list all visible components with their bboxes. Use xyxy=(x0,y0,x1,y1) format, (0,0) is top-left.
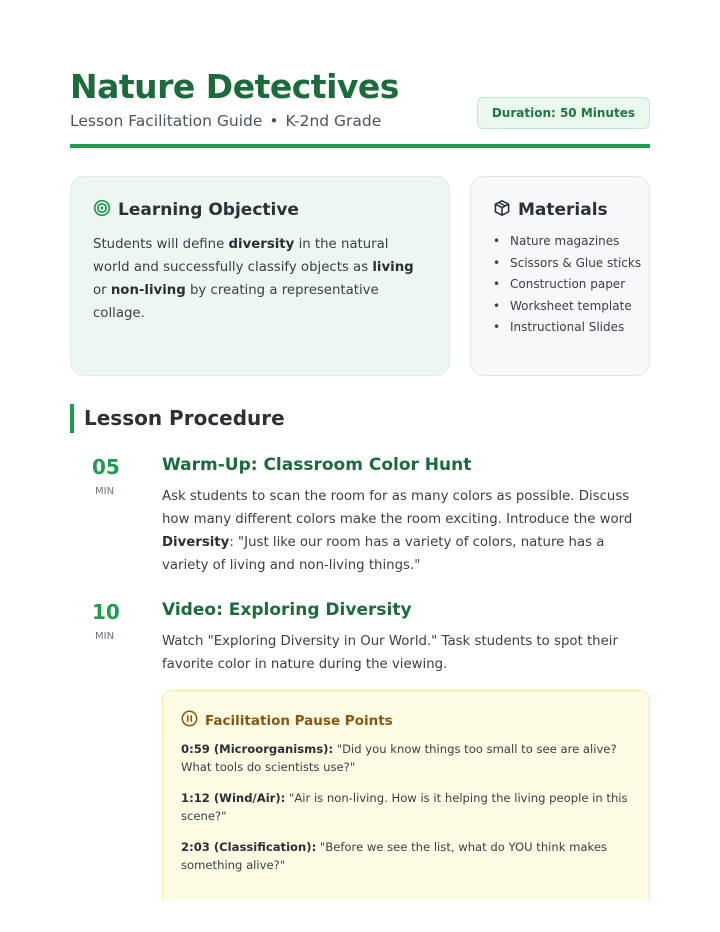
term-diversity: diversity xyxy=(228,237,295,252)
term-diversity: Diversity xyxy=(162,535,230,550)
learning-objective-card xyxy=(70,176,450,376)
list-item: • Worksheet template xyxy=(493,298,643,315)
step-1-title: Warm-Up: Classroom Color Hunt xyxy=(162,455,472,475)
pause-circle-icon xyxy=(181,710,198,731)
materials-title: Materials xyxy=(518,200,608,220)
duration-badge: Duration: 50 Minutes xyxy=(477,97,650,129)
step-unit: MIN xyxy=(95,486,115,497)
materials-card xyxy=(470,176,650,376)
term-non-living: non-living xyxy=(110,283,186,298)
step-2-duration xyxy=(92,600,122,644)
list-item: • Scissors & Glue sticks xyxy=(493,255,643,272)
pause-point-item: 1:12 (Wind/Air): "Air is non-living. How is it helping the living people in this scene?" xyxy=(181,791,628,823)
pause-point-label: 1:12 (Wind/Air): xyxy=(181,791,286,805)
list-item: • Construction paper xyxy=(493,276,643,293)
page-header xyxy=(70,66,650,132)
materials-header xyxy=(493,199,608,221)
pause-point-item: 0:59 (Microorganisms): "Did you know things too small to see are alive? What tools do scientists use?" xyxy=(181,742,617,774)
facilitation-pause-points xyxy=(162,690,650,900)
step-1-text: Ask students to scan the room for as many colors as possible. Discuss how many different colors make the room exciting. Introduce the word Diversity: "Just like our room has a variety of colors, nature has a variety of living and non-living things." xyxy=(162,489,633,573)
step-2-text: Watch "Exploring Diversity in Our World." Task students to spot their favorite color in nature during the viewing. xyxy=(162,634,618,672)
box-icon xyxy=(493,199,511,221)
header-divider xyxy=(70,144,650,148)
pause-point-label: 2:03 (Classification): xyxy=(181,840,317,854)
step-unit: MIN xyxy=(95,631,115,642)
target-icon xyxy=(93,199,111,221)
objective-title: Learning Objective xyxy=(118,200,299,220)
term-living: living xyxy=(372,260,414,275)
section-accent-bar xyxy=(70,404,74,433)
step-minutes: 10 xyxy=(92,600,120,624)
step-1-duration xyxy=(92,455,122,499)
list-item: • Instructional Slides xyxy=(493,319,643,336)
guide-label: Lesson Facilitation Guide xyxy=(70,112,263,130)
materials-list xyxy=(493,233,643,341)
list-item: • Nature magazines xyxy=(493,233,643,250)
lesson-procedure-heading: Lesson Procedure xyxy=(84,406,285,430)
page-title: Nature Detectives xyxy=(70,67,399,106)
pause-points-title: Facilitation Pause Points xyxy=(205,712,393,729)
subtitle-separator: • xyxy=(269,112,279,130)
pause-points-header xyxy=(181,710,393,731)
pause-point-label: 0:59 (Microorganisms): xyxy=(181,742,334,756)
step-minutes: 05 xyxy=(92,455,120,479)
step-2-title: Video: Exploring Diversity xyxy=(162,600,412,620)
pause-point-item: 2:03 (Classification): "Before we see the list, what do YOU think makes something alive?" xyxy=(181,840,608,872)
objective-text: Students will define diversity in the natural world and successfully classify objects as living or non-living by creating a representative collage. xyxy=(93,237,414,321)
grade-label: K-2nd Grade xyxy=(285,112,382,130)
objective-header xyxy=(93,199,299,221)
